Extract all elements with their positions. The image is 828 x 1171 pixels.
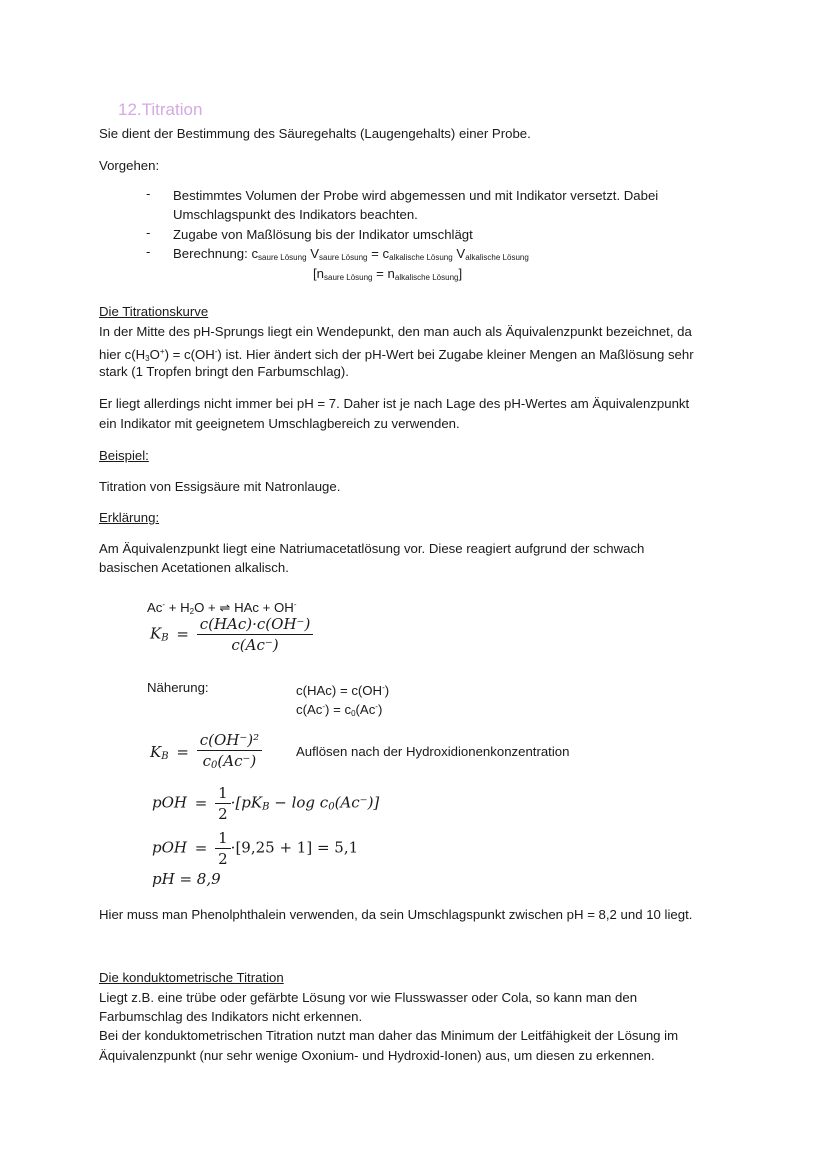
bullet-1-line-2: Umschlagspunkt des Indikators beachten.	[173, 207, 418, 222]
reaction-equation: $Ac^- + H_2O$ + ⇌ HAc + OH-	[147, 600, 297, 616]
moles-equation: $[n_{saure Lösung} = n_{alkalische Lösung}]$	[313, 266, 463, 282]
paragraph-line: Liegt z.B. eine trübe oder gefärbte Lösung vor wie Flusswasser oder Cola, so kann man den	[99, 990, 638, 1005]
approximation-eq-2: $c(Ac^-) = c_0(Ac^-)$	[296, 702, 383, 718]
paragraph-line: ein Indikator mit geeignetem Umschlagbereich zu verwenden.	[99, 416, 460, 431]
kb-equation: $K_B$ = $\frac{\text{c(HAc)·c(OH⁻)}}{c(Ac^-)}$	[150, 615, 313, 654]
approximation-label: Näherung:	[147, 680, 209, 695]
section-heading-explanation: Erklärung:	[99, 510, 160, 525]
intro-text: Sie dient der Bestimmung des Säuregehalts (Laugengehalts) einer Probe.	[99, 126, 531, 141]
section-heading-titration-curve: Die Titrationskurve	[99, 304, 209, 319]
page-title: 12.Titration	[118, 100, 203, 119]
ph-result: pH = 8,9	[152, 870, 221, 888]
bullet-1-line-1: Bestimmtes Volumen der Probe wird abgemessen und mit Indikator versetzt. Dabei	[173, 188, 659, 203]
kb-note: Auflösen nach der Hydroxidionenkonzentration	[296, 744, 570, 759]
bullet-2: Zugabe von Maßlösung bis der Indikator umschlägt	[173, 227, 473, 242]
paragraph-line: Bei der konduktometrischen Titration nutzt man daher das Minimum der Leitfähigkeit der Lösung im	[99, 1028, 679, 1043]
kb-hydroxide-equation: $K_B$ = $\frac{\text{c(OH⁻)²}}{c_0(Ac^-)}$	[150, 731, 262, 775]
paragraph-line: hier $c(H_3O^+) = c(OH^-)$ ist. Hier ändert sich der pH-Wert bei Zugabe kleiner Mengen an Maßlösung sehr	[99, 347, 694, 363]
paragraph-line: In der Mitte des pH-Sprungs liegt ein Wendepunkt, den man auch als Äquivalenzpunkt bezeichnet, da	[99, 324, 692, 339]
example-text: Titration von Essigsäure mit Natronlauge.	[99, 479, 341, 494]
poh-calculation: pOH = $\frac{1}{2}$ ·[9,25 + 1] = 5,1	[152, 829, 359, 868]
paragraph-line: Er liegt allerdings nicht immer bei pH = 7. Daher ist je nach Lage des pH-Wertes am Äquivalenzpunkt	[99, 396, 690, 411]
bullet-3: Berechnung: $c_{saure Lösung}$ $V_{saure Lösung} = c_{alkalische Lösung}$ $V_{alkalische Lösung}$	[173, 246, 529, 262]
section-heading-example: Beispiel:	[99, 448, 149, 463]
paragraph-line: stark (1 Tropfen bringt den Farbumschlag).	[99, 364, 349, 379]
bullet-dash: -	[146, 225, 151, 240]
paragraph-line: Farbumschlag des Indikators nicht erkennen.	[99, 1009, 363, 1024]
paragraph-line: Äquivalenzpunkt (nur sehr wenige Oxonium- und Hydroxid-Ionen) aus, um diesen zu erkennen.	[99, 1048, 655, 1063]
poh-formula: pOH = $\frac{1}{2}$ $\cdot[pK_B - \log c_0(Ac^-)]$	[152, 784, 380, 823]
conclusion-text: Hier muss man Phenolphthalein verwenden, da sein Umschlagspunkt zwischen pH = 8,2 und 10 liegt.	[99, 907, 693, 922]
paragraph-line: Am Äquivalenzpunkt liegt eine Natriumacetatlösung vor. Diese reagiert aufgrund der schwach	[99, 541, 645, 556]
procedure-label: Vorgehen:	[99, 158, 160, 173]
paragraph-line: basischen Acetationen alkalisch.	[99, 560, 289, 575]
section-heading-conductometric: Die konduktometrische Titration	[99, 970, 284, 985]
approximation-eq-1: c(HAc) = c(OH-)	[296, 683, 390, 698]
bullet-dash: -	[146, 244, 151, 259]
bullet-dash: -	[146, 186, 151, 201]
